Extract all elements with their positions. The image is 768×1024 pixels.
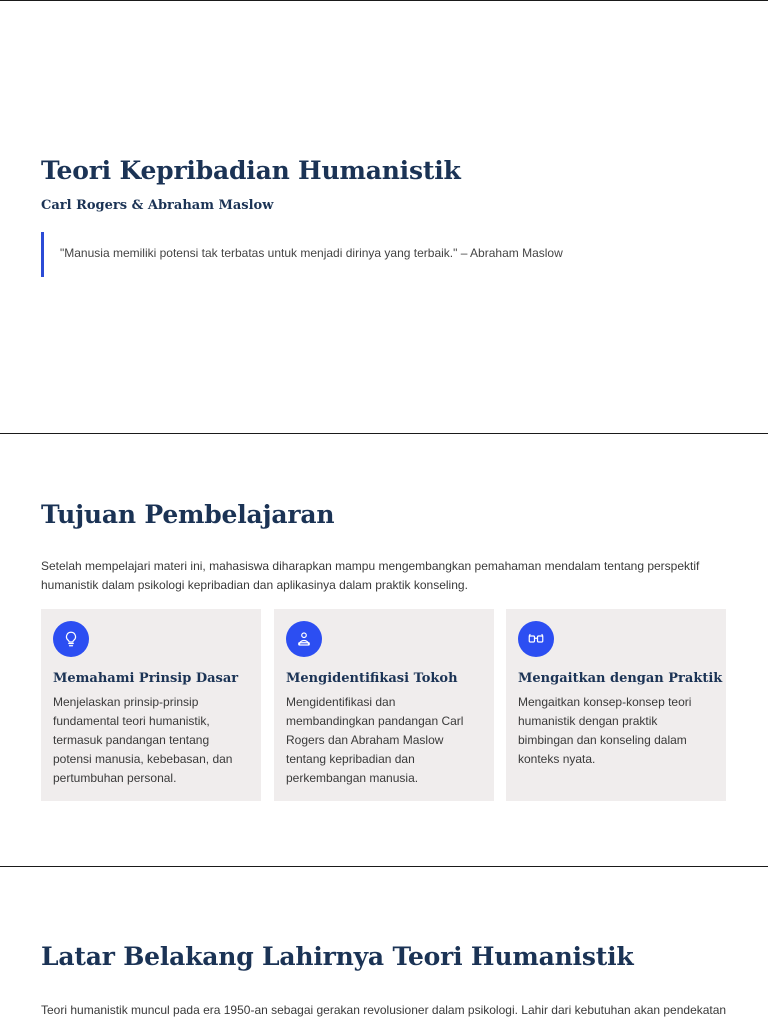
person-icon xyxy=(295,630,313,648)
page-title: Teori Kepribadian Humanistik xyxy=(41,156,461,185)
glasses-icon xyxy=(527,630,545,648)
background-intro: Teori humanistik muncul pada era 1950-an sebagai gerakan revolusioner dalam psikologi. Lahir dari kebutuhan akan pendekatan xyxy=(41,1003,727,1017)
top-divider xyxy=(0,0,768,1)
objective-card xyxy=(274,609,494,801)
card-icon-badge xyxy=(286,621,322,657)
card-text: Menjelaskan prinsip-prinsip fundamental teori humanistik, termasuk pandangan tentang potensi manusia, kebebasan, dan pertumbuhan personal. xyxy=(53,695,233,785)
quote-block xyxy=(41,232,721,277)
section-divider xyxy=(0,866,768,867)
card-title: Mengaitkan dengan Praktik xyxy=(518,671,723,686)
section-divider xyxy=(0,433,768,434)
card-icon-badge xyxy=(518,621,554,657)
background-heading: Latar Belakang Lahirnya Teori Humanistik xyxy=(41,942,634,971)
objective-card xyxy=(41,609,261,801)
objectives-heading: Tujuan Pembelajaran xyxy=(41,500,335,529)
quote-text: "Manusia memiliki potensi tak terbatas untuk menjadi dirinya yang terbaik." – Abraham Maslow xyxy=(60,246,563,260)
card-text: Mengidentifikasi dan membandingkan pandangan Carl Rogers dan Abraham Maslow tentang kepribadian dan perkembangan manusia. xyxy=(286,695,464,785)
card-title: Mengidentifikasi Tokoh xyxy=(286,671,458,686)
card-text: Mengaitkan konsep-konsep teori humanistik dengan praktik bimbingan dan konseling dalam konteks nyata. xyxy=(518,695,692,766)
card-title: Memahami Prinsip Dasar xyxy=(53,671,239,686)
objective-card xyxy=(506,609,726,801)
page-subtitle: Carl Rogers & Abraham Maslow xyxy=(41,198,274,213)
card-icon-badge xyxy=(53,621,89,657)
lightbulb-icon xyxy=(62,630,80,648)
objectives-intro: Setelah mempelajari materi ini, mahasiswa diharapkan mampu mengembangkan pemahaman mendalam tentang perspektif humanistik dalam psikologi kepribadian dan aplikasinya dalam praktik konseling. xyxy=(41,559,700,592)
